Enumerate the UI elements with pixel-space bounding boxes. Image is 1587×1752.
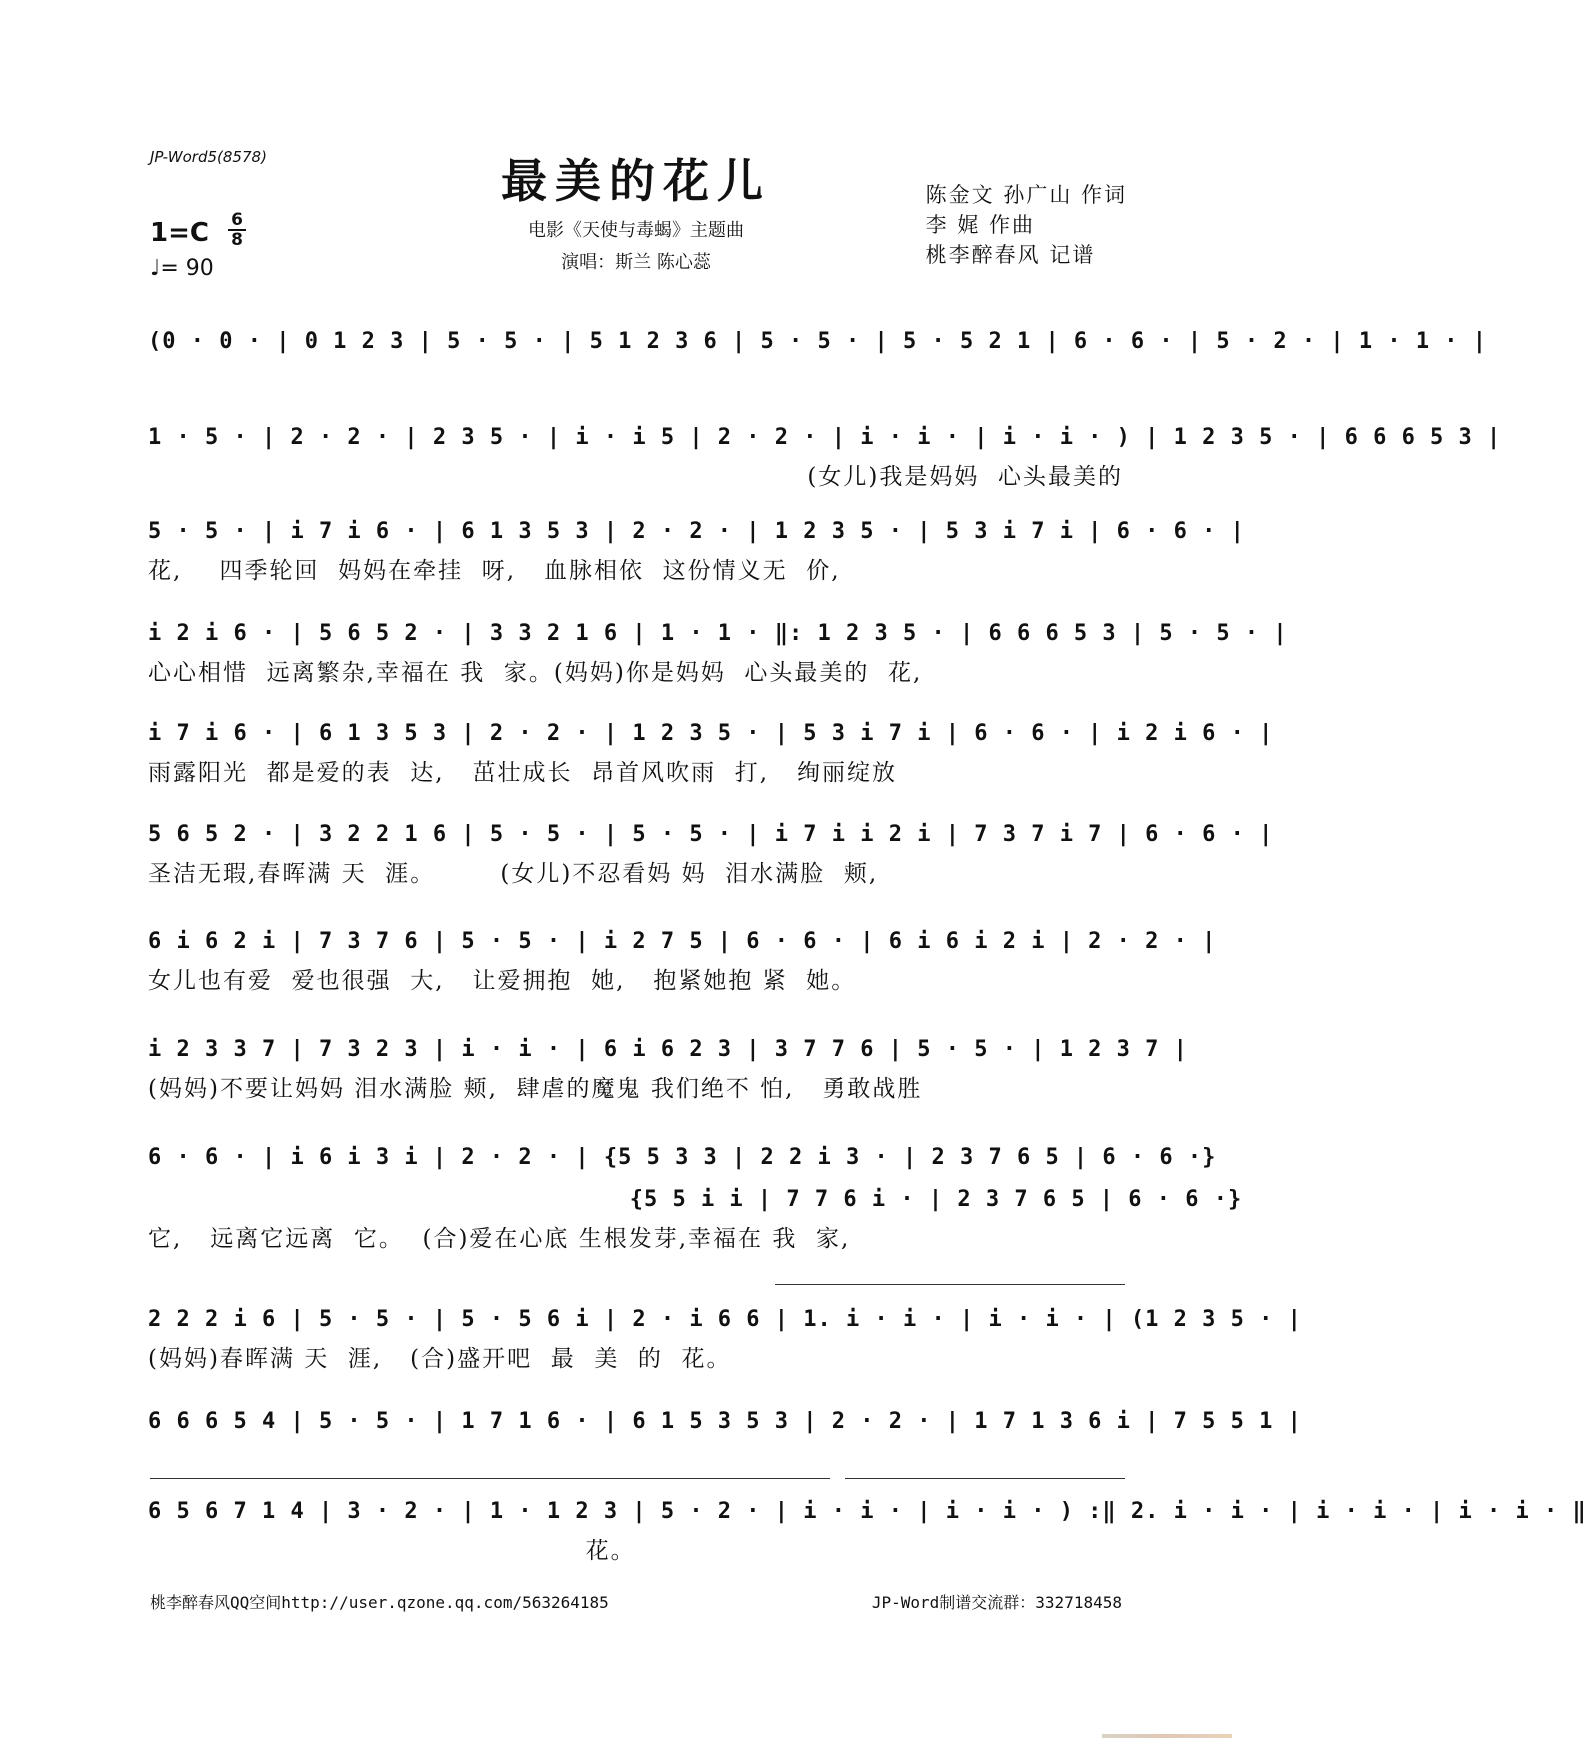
software-label: JP-Word5(8578) <box>150 148 267 166</box>
notation-line: i 7 i 6 · | 6 1 3 5 3 | 2 · 2 · | 1 2 3 5 · | 5 3 i 7 i | 6 · 6 · | i 2 i 6 · | <box>148 721 1274 746</box>
notation-line: (0 · 0 · | 0 1 2 3 | 5 · 5 · | 5 1 2 3 6 | 5 · 5 · | 5 · 5 2 1 | 6 · 6 · | 5 · 2 · | 1 · 1 · | <box>148 329 1488 354</box>
lyric-line: (妈妈)不要让妈妈 泪水满脸 颊, 肆虐的魔鬼 我们绝不 怕, 勇敢战胜 <box>148 1076 923 1102</box>
lyric-line <box>148 1444 1123 1478</box>
notation-line: 1 · 5 · | 2 · 2 · | 2 3 5 · | i · i 5 | 2 · 2 · | i · i · | i · i · ) | 1 2 3 5 · | 6 6 6 5 3 | <box>148 425 1502 450</box>
lyric-line: 雨露阳光 都是爱的表 达, 茁壮成长 昂首风吹雨 打, 绚丽绽放 <box>148 760 897 786</box>
lyric-line: 女儿也有爱 爱也很强 大, 让爱拥抱 她, 抱紧她抱 紧 她。 <box>148 968 857 994</box>
lyric-line <box>148 364 1123 398</box>
notation-line: 5 · 5 · | i 7 i 6 · | 6 1 3 5 3 | 2 · 2 · | 1 2 3 5 · | 5 3 i 7 i | 6 · 6 · | <box>148 519 1245 544</box>
notation-line: {5 5 i i | 7 7 6 i · | 2 3 7 6 5 | 6 · 6 ·} <box>530 1187 1243 1212</box>
lyric-line: 它, 远离它远离 它。 (合)爱在心底 生根发芽,幸福在 我 家, <box>148 1226 851 1252</box>
volta-bracket-2 <box>845 1478 1125 1479</box>
transcriber-credit: 桃李醉春风 记谱 <box>925 243 1096 267</box>
credits-block <box>926 180 1127 270</box>
time-signature-bottom: 8 <box>231 230 243 250</box>
composer-credit: 李 娓 作曲 <box>925 213 1035 237</box>
footer-left: 桃李醉春风QQ空间http://user.qzone.qq.com/563264185 <box>150 1593 609 1612</box>
volta-bracket-1 <box>775 1284 1125 1285</box>
notation-line: i 2 3 3 7 | 7 3 2 3 | i · i · | 6 i 6 2 3 | 3 7 7 6 | 5 · 5 · | 1 2 3 7 | <box>148 1037 1188 1062</box>
lyricist-credit: 陈金文 孙广山 作词 <box>925 183 1127 207</box>
time-signature-top: 6 <box>231 210 243 230</box>
performers: 演唱：斯兰 陈心蕊 <box>561 252 711 273</box>
notation-line: i 2 i 6 · | 5 6 5 2 · | 3 3 2 1 6 | 1 · 1 · ‖: 1 2 3 5 · | 6 6 6 5 3 | 5 · 5 · | <box>148 621 1288 646</box>
footer-right: JP-Word制谱交流群：332718458 <box>871 1593 1122 1612</box>
lyric-line: 花。 <box>148 1538 636 1564</box>
notation-line: 6 5 6 7 1 4 | 3 · 2 · | 1 · 1 2 3 | 5 · 2 · | i · i · | i · i · ) :‖ 2. i · i · | i · i · | i · i · ‖ <box>148 1499 1587 1524</box>
lyric-line: (女儿)我是妈妈 心头最美的 <box>807 464 1123 490</box>
notation-line: 6 · 6 · | i 6 i 3 i | 2 · 2 · | {5 5 3 3 | 2 2 i 3 · | 2 3 7 6 5 | 6 · 6 ·} <box>148 1145 1217 1170</box>
notation-line: 5 6 5 2 · | 3 2 2 1 6 | 5 · 5 · | 5 · 5 · | i 7 i i 2 i | 7 3 7 i 7 | 6 · 6 · | <box>148 822 1274 847</box>
time-signature <box>226 212 248 248</box>
notation-line: 6 6 6 5 4 | 5 · 5 · | 1 7 1 6 · | 6 1 5 3 5 3 | 2 · 2 · | 1 7 1 3 6 i | 7 5 5 1 | <box>148 1409 1302 1434</box>
repeat-rule <box>150 1478 830 1479</box>
notation-line: 6 i 6 2 i | 7 3 7 6 | 5 · 5 · | i 2 7 5 | 6 · 6 · | 6 i 6 i 2 i | 2 · 2 · | <box>148 929 1217 954</box>
song-title: 最美的花儿 <box>501 154 771 208</box>
corner-watermark <box>1102 1734 1232 1738</box>
song-subtitle: 电影《天使与毒蝎》主题曲 <box>528 220 744 241</box>
lyric-line: 花, 四季轮回 妈妈在牵挂 呀, 血脉相依 这份情义无 价, <box>148 558 841 584</box>
lyric-line: 圣洁无瑕,春晖满 天 涯。 (女儿)不忍看妈 妈 泪水满脸 颊, <box>148 861 879 887</box>
notation-line: 2 2 2 i 6 | 5 · 5 · | 5 · 5 6 i | 2 · i 6 6 | 1. i · i · | i · i · | (1 2 3 5 · | <box>148 1307 1302 1332</box>
tempo-marking: ♩= 90 <box>150 256 214 281</box>
lyric-line: 心心相惜 远离繁杂,幸福在 我 家。(妈妈)你是妈妈 心头最美的 花, <box>148 660 923 686</box>
key-signature: 1=C <box>150 218 209 248</box>
lyric-line: (妈妈)春晖满 天 涯, (合)盛开吧 最 美 的 花。 <box>148 1346 732 1372</box>
